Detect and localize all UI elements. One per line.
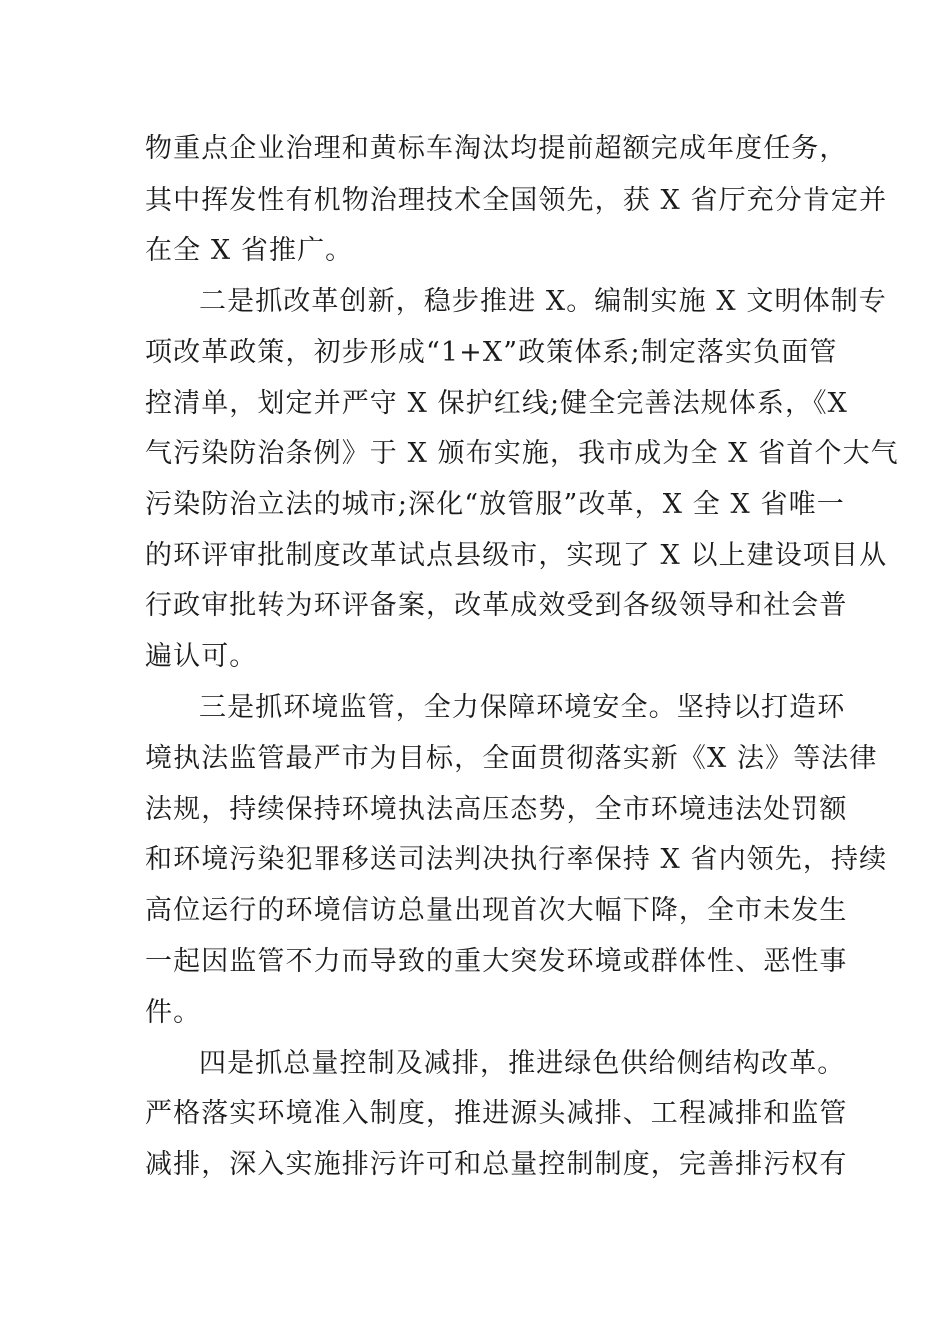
text-line: 高位运行的环境信访总量出现首次大幅下降，全市未发生 [145,895,848,926]
paragraph-2-first-line: 二是抓改革创新，稳步推进 X。编制实施 X 文明体制专 [199,286,887,317]
text-line: 一起因监管不力而导致的重大突发环境或群体性、恶性事 [145,946,848,977]
text-line: 污染防治立法的城市;深化“放管服”改革，X 全 X 省唯一 [145,489,845,520]
text-line: 的环评审批制度改革试点县级市，实现了 X 以上建设项目从 [145,540,888,571]
text-line: 物重点企业治理和黄标车淘汰均提前超额完成年度任务， [145,133,848,164]
text-line: 境执法监管最严市为目标，全面贯彻落实新《X 法》等法律 [145,743,878,774]
text-line: 控清单，划定并严守 X 保护红线;健全完善法规体系，《X [145,388,849,419]
text-line: 减排，深入实施排污许可和总量控制制度，完善排污权有 [145,1149,848,1180]
paragraph-4-first-line: 四是抓总量控制及减排，推进绿色供给侧结构改革。 [199,1048,846,1079]
paragraph-3-first-line: 三是抓环境监管，全力保障环境安全。坚持以打造环 [199,692,846,723]
text-line: 和环境污染犯罪移送司法判决执行率保持 X 省内领先，持续 [145,844,888,875]
text-line: 气污染防治条例》于 X 颁布实施，我市成为全 X 省首个大气 [145,438,899,469]
text-line: 遍认可。 [145,641,258,672]
text-line: 项改革政策，初步形成“1+X”政策体系;制定落实负面管 [145,337,838,368]
text-line: 严格落实环境准入制度，推进源头减排、工程减排和监管 [145,1098,848,1129]
text-line: 在全 X 省推广。 [145,235,354,266]
text-line: 件。 [145,997,202,1028]
text-line: 法规，持续保持环境执法高压态势，全市环境违法处罚额 [145,794,848,825]
text-line: 行政审批转为环评备案，改革成效受到各级领导和社会普 [145,590,848,621]
text-line: 其中挥发性有机物治理技术全国领先，获 X 省厅充分肯定并 [145,185,888,216]
